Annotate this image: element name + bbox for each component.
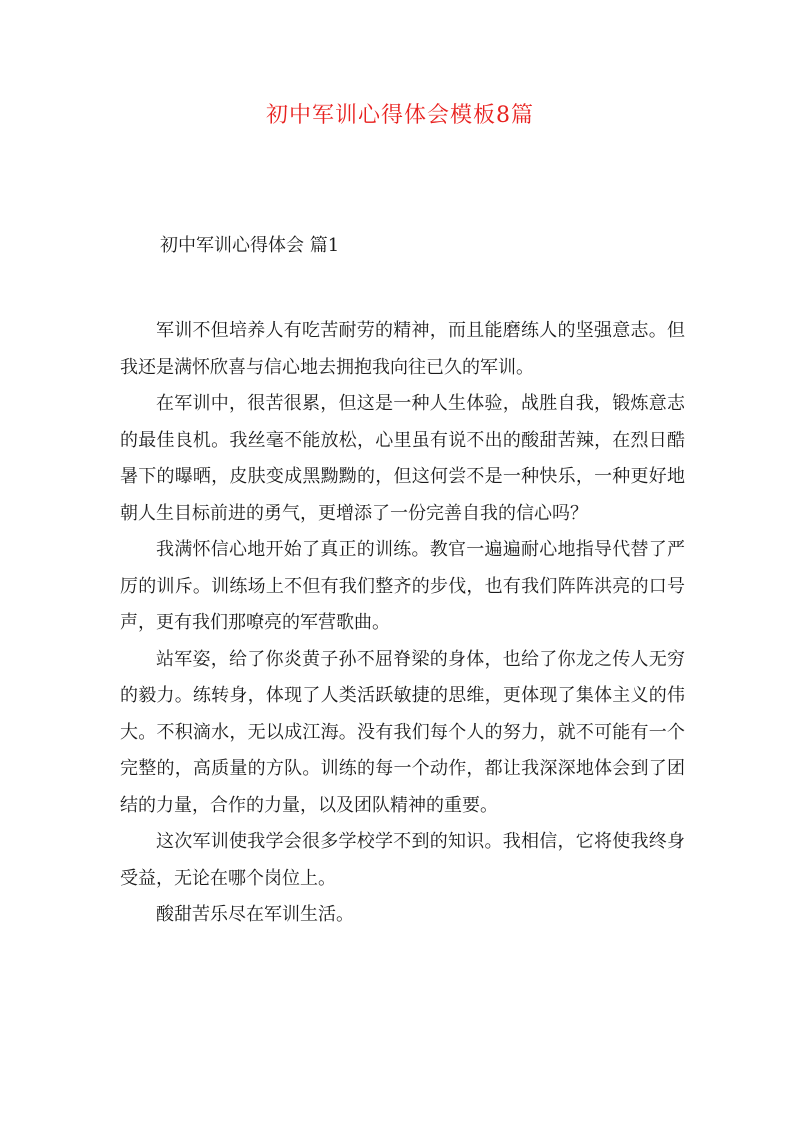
document-body [120, 313, 685, 934]
paragraph: 我满怀信心地开始了真正的训练。教官一遍遍耐心地指导代替了严厉的训斥。训练场上不但有我们整齐的步伐，也有我们阵阵洪亮的口号声，更有我们那嘹亮的军营歌曲。 [120, 539, 685, 633]
paragraph: 军训不但培养人有吃苦耐劳的精神，而且能磨练人的坚强意志。但我还是满怀欣喜与信心地去拥抱我向往已久的军训。 [120, 320, 685, 378]
paragraph: 站军姿，给了你炎黄子孙不屈脊梁的身体，也给了你龙之传人无穷的毅力。练转身，体现了人类活跃敏捷的思维，更体现了集体主义的伟大。不积滴水，无以成江海。没有我们每个人的努力，就不可能有一个完整的，高质量的方队。训练的每一个动作，都让我深深地体会到了团结的力量，合作的力量，以及团队精神的重要。 [120, 648, 685, 816]
paragraph: 这次军训使我学会很多学校学不到的知识。我相信，它将使我终身受益，无论在哪个岗位上。 [120, 831, 685, 889]
section-heading: 初中军训心得体会 篇1 [160, 235, 340, 256]
document-title: 初中军训心得体会模板8篇 [266, 103, 534, 128]
paragraph: 在军训中，很苦很累，但这是一种人生体验，战胜自我，锻炼意志的最佳良机。我丝毫不能放松，心里虽有说不出的酸甜苦辣，在烈日酷暑下的曝晒，皮肤变成黑黝黝的，但这何尝不是一种快乐，一种更好地朝人生目标前进的勇气，更增添了一份完善自我的信心吗？ [120, 393, 685, 524]
paragraph: 酸甜苦乐尽在军训生活。 [156, 904, 354, 925]
